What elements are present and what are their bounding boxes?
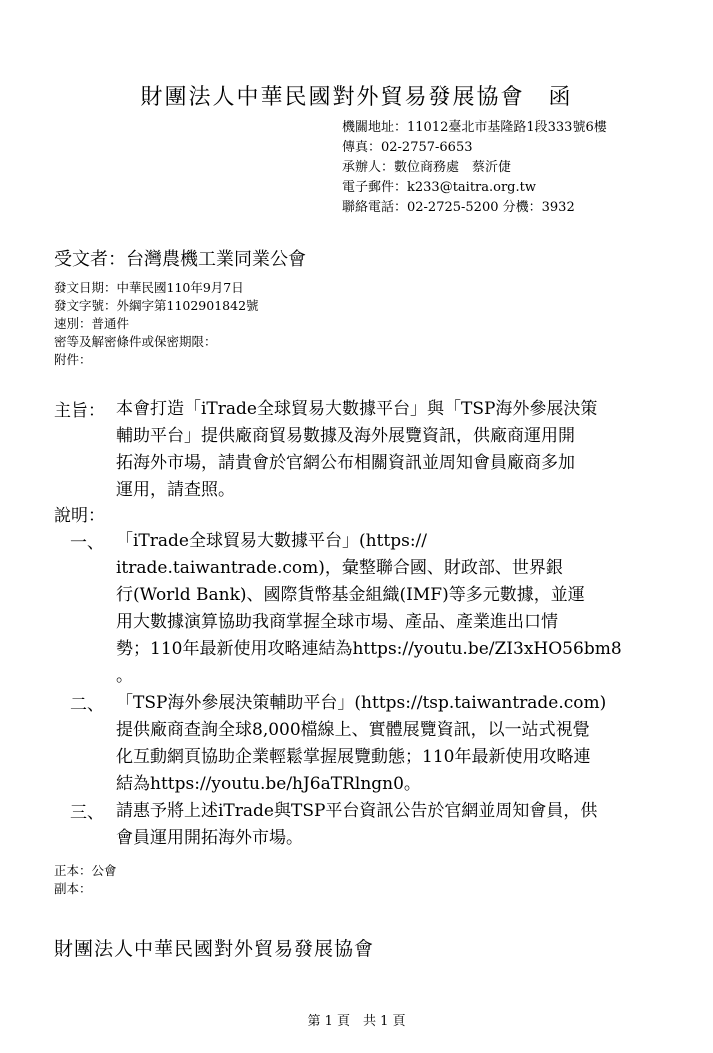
original-copy: 正本：公會 xyxy=(54,863,117,878)
explanation-line: 「iTrade全球貿易大數據平台」(https:// xyxy=(116,531,428,551)
recipient-line: 受文者：台灣農機工業同業公會 xyxy=(54,249,306,270)
document-meta xyxy=(54,279,259,369)
org-fax: 傳真：02-2757-6653 xyxy=(342,140,473,155)
explanation-line: 行(World Bank)、國際貨幣基金組織(IMF)等多元數據，並運 xyxy=(116,585,585,605)
explanation-item-number: 三、 xyxy=(70,803,104,823)
signer-name: 財團法人中華民國對外貿易發展協會 xyxy=(54,938,375,960)
attachments: 附件： xyxy=(54,352,92,367)
delivery-speed: 速別：普通件 xyxy=(54,316,130,331)
subject-line: 運用，請查照。 xyxy=(116,480,235,500)
org-address: 機關地址：11012臺北市基隆路1段333號6樓 xyxy=(342,120,607,135)
explanation-line: 提供廠商查詢全球8,000檔線上、實體展覽資訊，以一站式視覺 xyxy=(116,720,590,740)
explanation-line: 化互動網頁協助企業輕鬆掌握展覽動態；110年最新使用攻略連 xyxy=(116,747,591,767)
copies-block xyxy=(54,862,117,898)
explanation-line: 請惠予將上述iTrade與TSP平台資訊公告於官網並周知會員，供 xyxy=(116,801,598,821)
explanation-item-number: 一、 xyxy=(70,533,104,553)
explanation-item-3 xyxy=(116,798,597,852)
explanation-item-1 xyxy=(116,528,622,690)
confidentiality: 密等及解密條件或保密期限： xyxy=(54,334,217,349)
document-number: 發文字號：外綱字第1102901842號 xyxy=(54,298,259,313)
document-title: 財團法人中華民國對外貿易發展協會 函 xyxy=(140,85,573,110)
org-phone: 聯絡電話：02-2725-5200 分機：3932 xyxy=(342,200,575,215)
explanation-line: 。 xyxy=(116,666,133,686)
explanation-line: 用大數據演算協助我商掌握全球市場、產品、產業進出口情 xyxy=(116,612,558,632)
subject-line: 本會打造「iTrade全球貿易大數據平台」與「TSP海外參展決策 xyxy=(116,399,598,419)
subject-label: 主旨： xyxy=(54,401,105,421)
explanation-item-2 xyxy=(116,690,606,798)
explanation-line: itrade.taiwantrade.com)，彙整聯合國、財政部、世界銀 xyxy=(116,558,563,578)
org-email: 電子郵件：k233@taitra.org.tw xyxy=(342,180,536,195)
explanation-line: 結為https://youtu.be/hJ6aTRlngn0。 xyxy=(116,774,421,794)
explanation-line: 勢；110年最新使用攻略連結為https://youtu.be/ZI3xHO56bm8 xyxy=(116,639,622,659)
org-info-block xyxy=(342,118,607,218)
explanation-line: 會員運用開拓海外市場。 xyxy=(116,828,303,848)
explanation-label: 說明： xyxy=(54,506,105,526)
issue-date: 發文日期：中華民國110年9月7日 xyxy=(54,280,244,295)
explanation-line: 「TSP海外參展決策輔助平台」(https://tsp.taiwantrade.com) xyxy=(116,693,607,713)
subject-line: 輔助平台」提供廠商貿易數據及海外展覽資訊，供廠商運用開 xyxy=(116,426,575,446)
explanation-item-number: 二、 xyxy=(70,695,104,715)
subject-body xyxy=(116,396,691,504)
carbon-copy: 副本： xyxy=(54,881,92,896)
subject-line: 拓海外市場，請貴會於官網公布相關資訊並周知會員廠商多加 xyxy=(116,453,575,473)
page-number: 第 1 頁 共 1 頁 xyxy=(307,1014,406,1029)
org-contact-person: 承辦人：數位商務處 蔡沂倢 xyxy=(342,160,512,175)
